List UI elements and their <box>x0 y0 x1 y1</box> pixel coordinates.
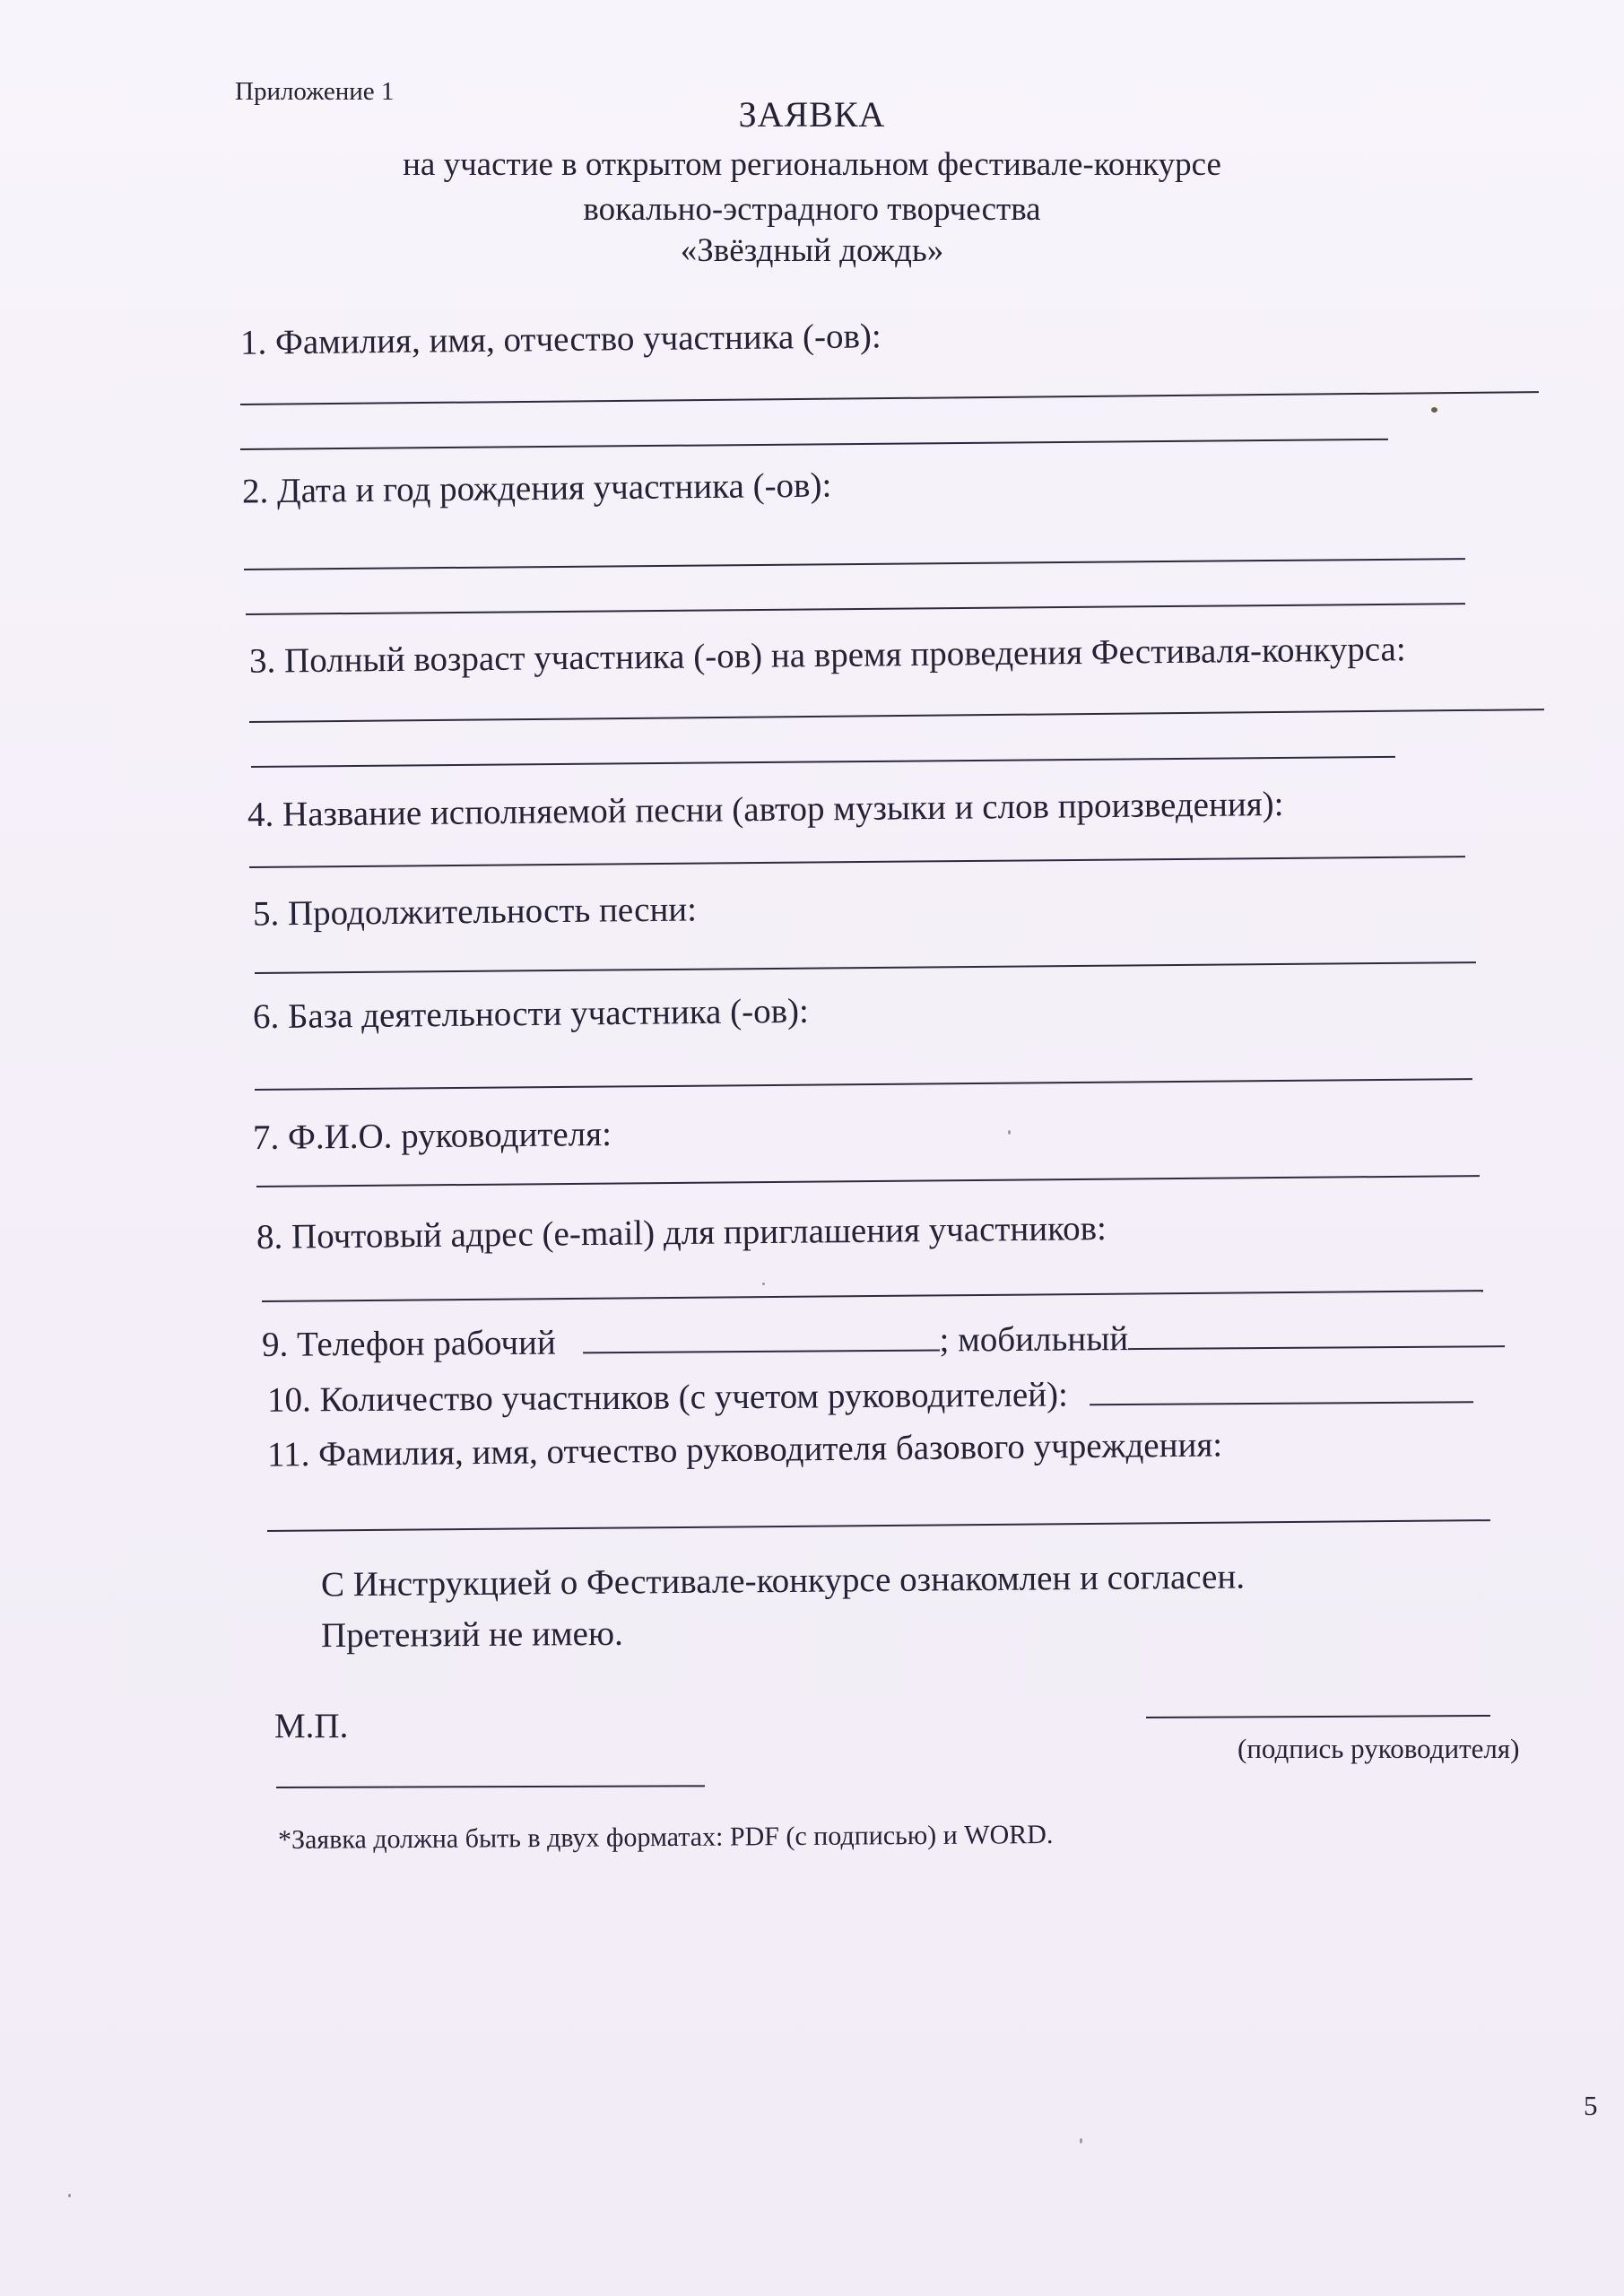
field-label-leader-name: 7. Ф.И.О. руководителя: <box>252 1114 612 1158</box>
participant-name-line-2[interactable] <box>240 439 1388 450</box>
participant-name-line-1[interactable] <box>240 391 1539 405</box>
appendix-label: Приложение 1 <box>235 77 395 106</box>
field-label-mobile-phone: ; мобильный <box>939 1319 1129 1360</box>
field-label-birth-date: 2. Дата и год рождения участника (-ов): <box>241 465 832 511</box>
page-number: 5 <box>1584 2090 1598 2121</box>
field-label-song-title: 4. Название исполняемой песни (автор музыки и слов произведения): <box>247 784 1284 835</box>
scan-speck <box>1080 2138 1082 2144</box>
email-line[interactable] <box>262 1290 1483 1302</box>
agreement-line-2: Претензий не имею. <box>320 1613 623 1656</box>
field-label-participant-name: 1. Фамилия, имя, отчество участника (-ов): <box>239 317 881 362</box>
stamp-line[interactable] <box>276 1785 705 1788</box>
phone-row <box>262 1316 1506 1365</box>
activity-base-line[interactable] <box>255 1078 1472 1091</box>
mobile-phone-line[interactable] <box>1128 1317 1505 1350</box>
subtitle-line-3: «Звёздный дождь» <box>680 232 944 269</box>
footnote: *Заявка должна быть в двух форматах: PDF (с подписью) и WORD. <box>277 1819 1054 1856</box>
scan-speck <box>68 2194 71 2197</box>
signature-caption: (подпись руководителя) <box>1238 1733 1520 1764</box>
birth-date-line-2[interactable] <box>246 603 1465 615</box>
song-title-line[interactable] <box>249 856 1465 868</box>
scan-speck <box>762 1283 765 1285</box>
field-label-participant-count: 10. Количество участников (с учетом руководителей): <box>266 1375 1069 1420</box>
field-label-institution-head: 11. Фамилия, имя, отчество руководителя базового учреждения: <box>266 1425 1223 1474</box>
agreement-line-1: С Инструкцией о Фестивале-конкурсе ознакомлен и согласен. <box>320 1557 1246 1605</box>
field-label-email: 8. Почтовый адрес (e-mail) для приглашения участников: <box>256 1209 1107 1257</box>
participant-count-row <box>267 1371 1473 1420</box>
work-phone-line[interactable] <box>582 1321 939 1354</box>
full-age-line-1[interactable] <box>249 709 1544 723</box>
field-label-full-age: 3. Полный возраст участника (-ов) на время проведения Фестиваля-конкурса: <box>248 630 1406 681</box>
subtitle-line-2: вокально-эстрадного творчества <box>583 191 1041 228</box>
song-duration-line[interactable] <box>255 961 1476 974</box>
field-label-song-duration: 5. Продолжительность песни: <box>252 890 698 934</box>
full-age-line-2[interactable] <box>251 756 1395 768</box>
participant-count-line[interactable] <box>1089 1372 1472 1405</box>
scan-speck <box>1008 1130 1011 1135</box>
form-title: ЗАЯВКА <box>738 94 886 135</box>
scan-speck <box>1431 407 1437 413</box>
subtitle-line-1: на участие в открытом региональном фестивале-конкурсе <box>403 146 1221 183</box>
stamp-label: М.П. <box>274 1707 349 1745</box>
institution-head-line[interactable] <box>267 1519 1490 1532</box>
leader-name-line[interactable] <box>256 1175 1480 1187</box>
birth-date-line-1[interactable] <box>244 558 1465 570</box>
leader-signature-line[interactable] <box>1146 1715 1490 1718</box>
field-label-work-phone: 9. Телефон рабочий <box>261 1323 556 1364</box>
field-label-activity-base: 6. База деятельности участника (-ов): <box>252 991 810 1037</box>
